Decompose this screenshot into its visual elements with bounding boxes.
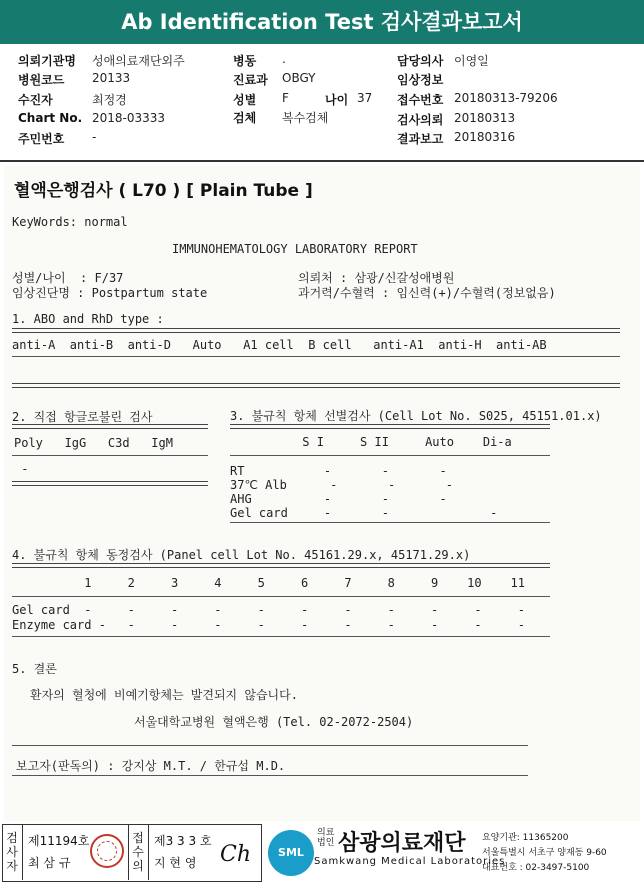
hdr-label: 수진자 [18, 93, 53, 107]
hdr-label: Chart No. [18, 111, 83, 125]
screen-row: RT - - - [230, 464, 447, 478]
requester: 의뢰처 : 삼광/신갈성애병원 [298, 271, 455, 285]
hdr-value: F [282, 91, 289, 105]
hdr-value: 20180316 [454, 130, 516, 144]
hdr-label: 성별 [233, 93, 257, 107]
header-divider [0, 160, 644, 162]
rule [12, 356, 620, 357]
rule [12, 745, 528, 746]
double-rule [12, 481, 208, 486]
receiver-license: 제3 3 3 호 [154, 834, 212, 848]
org-phone: 대표번호 : 02-3497-5100 [482, 863, 590, 873]
hdr-value: 20133 [92, 71, 131, 85]
org-address: 서울특별시 서초구 양재동 9-60 [482, 848, 607, 858]
rule [12, 636, 550, 637]
report-heading: IMMUNOHEMATOLOGY LABORATORY REPORT [172, 242, 418, 256]
hdr-value: 20180313-79206 [454, 91, 558, 105]
screen-columns: S I S II Auto Di-a [230, 435, 512, 449]
inspector-name: 최 삼 규 [28, 856, 71, 870]
seal-stamp [90, 834, 124, 868]
hdr-value: OBGY [282, 71, 316, 85]
hdr-value: 최정경 [92, 93, 127, 107]
rule [230, 522, 550, 523]
panel-row: Gel card - - - - - - - - - - - [12, 603, 525, 617]
sex-age: 성별/나이 : F/37 [12, 271, 124, 285]
hdr-value: 복수검체 [282, 111, 329, 125]
hdr-value: 이영일 [454, 54, 489, 68]
hdr-label: 검체 [233, 111, 257, 125]
history: 과거력/수혈력 : 임신력(+)/수혈력(정보없음) [298, 286, 556, 300]
org-name: 삼광의료재단 [338, 831, 466, 856]
hdr-value: . [282, 52, 286, 66]
lab-contact: 서울대학교병원 혈액은행 (Tel. 02-2072-2504) [134, 715, 414, 729]
sml-logo-icon: SML [268, 830, 314, 876]
hdr-label: 주민번호 [18, 132, 65, 146]
section-3-title: 3. 불규칙 항체 선별검사 (Cell Lot No. S025, 45151.01.x) [230, 409, 602, 423]
hdr-label: 병동 [233, 54, 257, 68]
hdr-label: 담당의사 [397, 54, 444, 68]
double-rule [12, 563, 550, 568]
inspector-label: 검사자 [6, 831, 18, 873]
section-4-title: 4. 불규칙 항체 동정검사 (Panel cell Lot No. 45161.29.x, 45171.29.x) [12, 548, 471, 562]
divider [148, 824, 149, 880]
inspector-license: 제11194호 [28, 834, 90, 848]
panel-columns: 1 2 3 4 5 6 7 8 9 10 11 [12, 576, 525, 590]
abo-columns: anti-A anti-B anti-D Auto A1 cell B cell anti-A1 anti-H anti-AB [12, 338, 547, 352]
hdr-label: 결과보고 [397, 132, 444, 146]
receiver-name: 지 현 영 [154, 856, 197, 870]
hdr-label: 나이 [325, 93, 349, 107]
keywords: KeyWords: normal [12, 215, 128, 229]
hdr-value: 2018-03333 [92, 111, 166, 125]
hdr-label: 진료과 [233, 73, 268, 87]
dat-result: - [14, 462, 29, 476]
org-code: 요양기관: 11365200 [482, 833, 569, 843]
hdr-value: 37 [357, 91, 373, 105]
hdr-label: 병원코드 [18, 73, 65, 87]
hdr-value: - [92, 130, 97, 144]
org-type: 의료법인 [317, 828, 335, 848]
section-5-title: 5. 결론 [12, 662, 57, 676]
report-title: 혈액은행검사 ( L70 ) [ Plain Tube ] [14, 181, 313, 201]
dat-columns: Poly IgG C3d IgM [14, 436, 173, 450]
signature: Ch [220, 842, 252, 867]
hdr-label: 접수번호 [397, 93, 444, 107]
patient-header [0, 50, 644, 160]
panel-row: Enzyme card - - - - - - - - - - - [12, 618, 525, 632]
double-rule [12, 383, 620, 388]
rule [12, 596, 550, 597]
report-banner: Ab Identification Test 검사결과보고서 [0, 0, 644, 44]
divider [22, 824, 23, 880]
hdr-label: 임상정보 [397, 73, 444, 87]
hdr-label: 의뢰기관명 [18, 54, 76, 68]
rule [12, 775, 528, 776]
screen-row: 37℃ Alb - - - [230, 478, 453, 492]
receiver-label: 접수의 [132, 831, 144, 873]
section-1-title: 1. ABO and RhD type : [12, 312, 164, 326]
section-2-title: 2. 직접 항글로불린 검사 [12, 410, 153, 424]
hdr-value: 성애의료재단외주 [92, 54, 185, 68]
double-rule [230, 424, 550, 429]
screen-row: AHG - - - [230, 492, 447, 506]
double-rule [12, 328, 620, 333]
hdr-label: 검사의뢰 [397, 113, 444, 127]
org-english: Samkwang Medical Laboratories [314, 856, 506, 867]
divider [128, 824, 129, 880]
reporter: 보고자(판독의) : 강지상 M.T. / 한규섭 M.D. [16, 759, 286, 773]
screen-row: Gel card - - - [230, 506, 498, 520]
rule [12, 455, 208, 456]
rule [230, 455, 550, 456]
double-rule [12, 424, 208, 429]
conclusion: 환자의 혈청에 비예기항체는 발견되지 않습니다. [30, 688, 298, 702]
diagnosis: 임상진단명 : Postpartum state [12, 286, 208, 300]
hdr-value: 20180313 [454, 111, 516, 125]
